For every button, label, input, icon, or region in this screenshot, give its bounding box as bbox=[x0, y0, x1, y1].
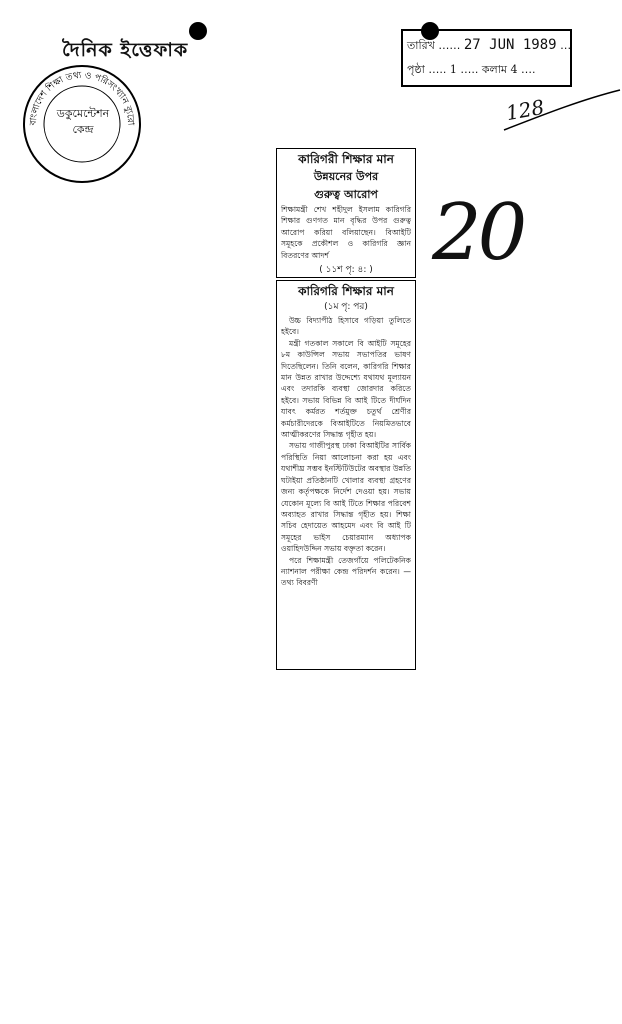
handwritten-note: 128 bbox=[504, 94, 546, 126]
seal-center-line1: ডকুমেন্টেশন bbox=[56, 107, 110, 120]
clipping2-body bbox=[277, 314, 415, 590]
clipping2-paragraph: মন্ত্রী গতকাল সকালে বি আইটি সমূহের ৮ম কাউন্সিল সভায় সভাপতির ভাষণ দিতেছিলেন। তিনি বলেন, কারিগরি শিক্ষার মান উন্নত রাখার উদ্দেশ্যে যথাযথ মূল্যায়ন এবং তদারকি ব্যবস্থা জোরদার করিতে হইবে। সভায় বিভিন্ন বি আই টিতে দীর্ঘদিন যাবৎ কর্মরত শর্তমুক্ত চতুর্থ শ্রেণীর কর্মচারীদেরকে বিআইটিতে নিয়মিতভাবে আত্মীকরণের সিদ্ধান্ত গৃহীত হয়। bbox=[281, 338, 411, 440]
stamp-page-row: পৃষ্ঠা ….. 1 ….. কলাম 4 …. bbox=[407, 63, 536, 76]
stamp-page-label: পৃষ্ঠা bbox=[407, 63, 425, 76]
stamp-column-label: কলাম bbox=[481, 63, 508, 76]
clipping2-paragraph: উচ্চ বিদ্যাপীঠ হিসাবে গড়িয়া তুলিতে হইবে। bbox=[281, 316, 411, 337]
clipping2-paragraph: পরে শিক্ষামন্ত্রী তেজগাঁয়ে পলিটেকনিক ন্যাশনাল পরীক্ষা কেন্দ্র পরিদর্শন করেন। — তথ্য বিবরণী bbox=[281, 555, 411, 588]
newspaper-name: দৈনিক ইত্তেফাক bbox=[62, 39, 189, 61]
clipping2-paragraph: সভায় গাজীপুরস্থ ঢাকা বিআইটির সার্বিক পরিস্থিতি নিয়া আলোচনা করা হয় এবং যথাশীঘ্র সম্ভব ইনস্টিটিউটের অবস্থার উন্নতি ঘটাইয়া প্রতিষ্ঠানটি খোলার ব্যবস্থা গ্রহণের জন্য কর্তৃপক্ষকে নির্দেশ দেওয়া হয়। সভায় যেকোন মূল্যে বি আই টিতে শিক্ষার পরিবেশ অব্যাহত রাখার সিদ্ধান্ত গৃহীত হয়। শিক্ষা সচিব হেদায়েত আহমেদ এবং বি আই টি সমূহের ভাইস চেয়ারম্যান অধ্যাপক ওয়াহিদউদ্দিন সভায় বক্তৃতা করেন। bbox=[281, 441, 411, 554]
stamp-page-value: 1 bbox=[449, 63, 457, 76]
clipping1-headline-line1: কারিগরী শিক্ষার মান bbox=[298, 152, 394, 166]
clipping2-headline: কারিগরি শিক্ষার মান bbox=[298, 284, 394, 298]
seal-ring-text: বাংলাদেশ শিক্ষা তথ্য ও পরিসংখ্যান ব্যুরো bbox=[28, 70, 136, 126]
news-clipping-part1 bbox=[276, 148, 416, 278]
news-clipping-part2 bbox=[276, 280, 416, 670]
stamp-date-label: তারিখ bbox=[407, 39, 435, 52]
clipping1-body: শিক্ষামন্ত্রী শেখ শহীদুল ইসলাম কারিগরি শিক্ষার গুণগত মান বৃদ্ধির উপর গুরুত্ব আরোপ করিয়া বলিয়াছেন। বিআইটি সমূহকে প্রকৌশল ও কারিগরি জ্ঞান বিতরণের আদর্শ bbox=[281, 205, 411, 260]
clipping2-continued-from: (১ম পৃ: পর) bbox=[324, 302, 368, 312]
stamp-date-row: তারিখ …… 27 JUN 1989 … bbox=[407, 37, 572, 53]
clipping1-headline-line3: গুরুত্ব আরোপ bbox=[314, 188, 378, 201]
seal-center-text bbox=[46, 106, 120, 138]
date-stamp bbox=[401, 29, 572, 87]
punch-hole-left bbox=[189, 22, 207, 40]
clipping1-continued: ( ১১শ পৃ: ৪: ) bbox=[319, 265, 373, 276]
stamp-date-value: 27 JUN 1989 bbox=[463, 37, 557, 53]
handwritten-number: 20 bbox=[432, 188, 524, 278]
clipping1-headline-line2: উন্নয়নের উপর bbox=[313, 170, 379, 183]
seal-center-line2: কেন্দ্র bbox=[72, 123, 94, 136]
stamp-column-value: 4 bbox=[510, 63, 518, 76]
